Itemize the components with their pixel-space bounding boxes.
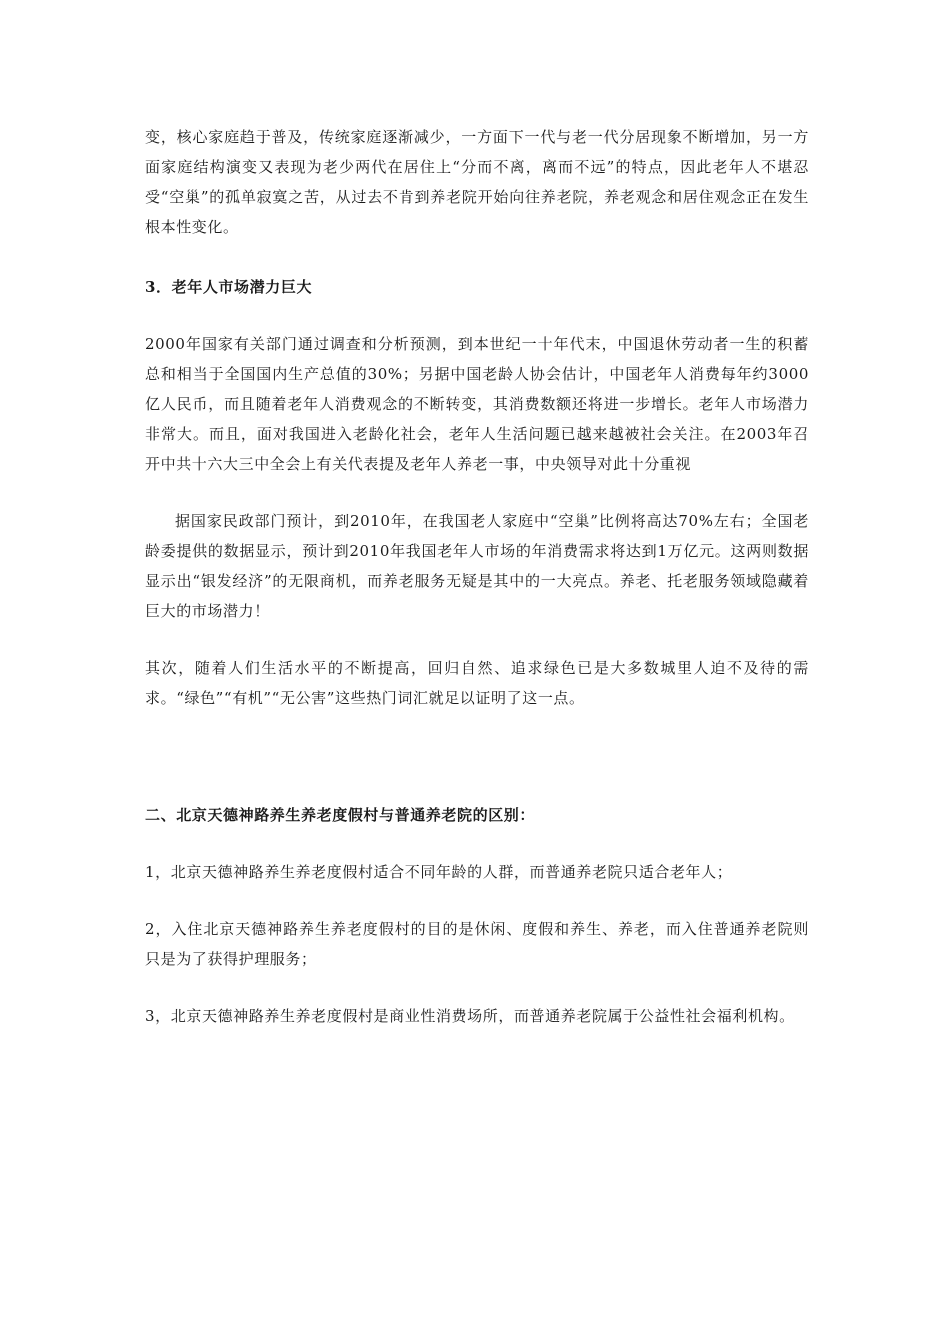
paragraph-market-statistics: 2000年国家有关部门通过调查和分析预测，到本世纪一十年代末，中国退休劳动者一生的积蓄总和相当于全国国内生产总值的30%；另据中国老龄人协会估计，中国老年人消费每年约3000亿人民币，而且随着老年人消费观念的不断转变，其消费数额还将进一步增长。老年人市场潜力非常大。而且，面对我国进入老龄化社会，老年人生活问题已越来越被社会关注。在2003年召开中共十六大三中全会上有关代表提及老年人养老一事，中央领导对此十分重视 [145,335,809,473]
section-heading-differences: 二、北京天德神路养生养老度假村与普通养老院的区别： [145,806,536,824]
list-item: 1，北京天德神路养生养老度假村适合不同年龄的人群，而普通养老院只适合老年人； [145,863,733,881]
paragraph-family-structure: 变，核心家庭趋于普及，传统家庭逐渐减少，一方面下一代与老一代分居现象不断增加，另一方面家庭结构演变又表现为老少两代在居住上“分而不离，离而不远”的特点，因此老年人不堪忍受“空巢”的孤单寂寞之苦，从过去不肯到养老院开始向往养老院，养老观念和居住观念正在发生根本性变化。 [145,128,809,236]
list-item: 3，北京天德神路养生养老度假村是商业性消费场所，而普通养老院属于公益性社会福利机构。 [145,1007,795,1025]
paragraph-green-demand: 其次，随着人们生活水平的不断提高，回归自然、追求绿色已是大多数城里人迫不及待的需求。“绿色”“有机”“无公害”这些热门词汇就足以证明了这一点。 [145,659,809,707]
list-item: 2，入住北京天德神路养生养老度假村的目的是休闲、度假和养生、养老，而入住普通养老院则只是为了获得护理服务； [145,920,809,968]
document-page [145,0,809,1031]
section-heading-market-potential: 3．老年人市场潜力巨大 [145,278,313,296]
paragraph-empty-nest-forecast: 据国家民政部门预计，到2010年，在我国老人家庭中“空巢”比例将高达70%左右；全国老龄委提供的数据显示，预计到2010年我国老年人市场的年消费需求将达到1万亿元。这两则数据显示出“银发经济”的无限商机，而养老服务无疑是其中的一大亮点。养老、托老服务领域隐藏着巨大的市场潜力！ [145,512,809,620]
